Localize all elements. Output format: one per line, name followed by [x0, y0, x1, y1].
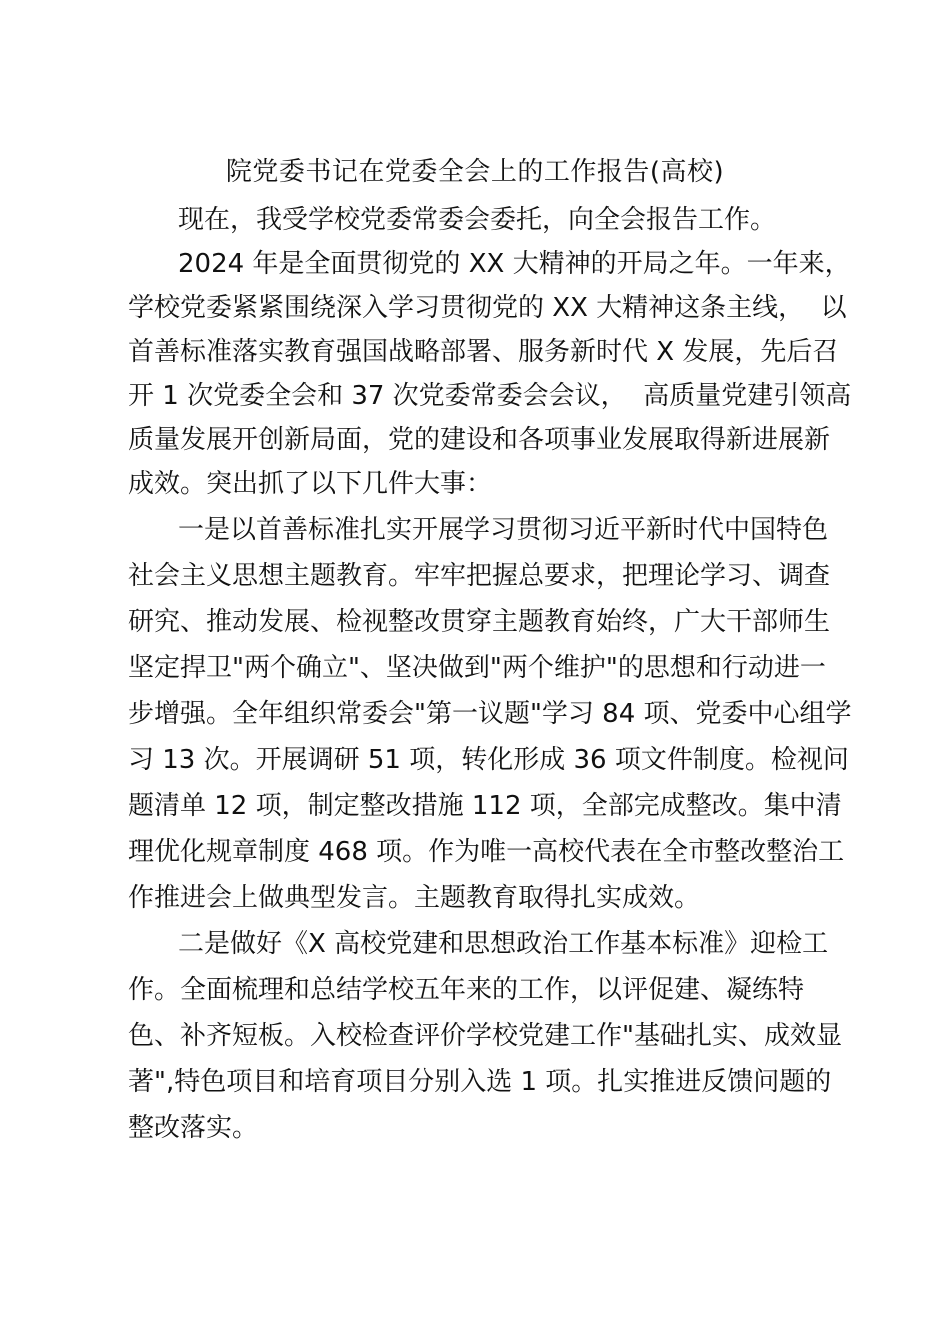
text-line-5: 开 1 次党委全会和 37 次党委常委会会议， 高质量党建引领高: [128, 381, 852, 411]
text-line-2: 2024 年是全面贯彻党的 XX 大精神的开局之年。一年来，: [178, 249, 851, 279]
text-line-9: 社会主义思想主题教育。牢牢把握总要求，把理论学习、调查: [128, 561, 831, 591]
text-line-13: 习 13 次。开展调研 51 项，转化形成 36 项文件制度。检视问: [128, 745, 849, 775]
text-line-8: 一是以首善标准扎实开展学习贯彻习近平新时代中国特色: [178, 515, 829, 545]
text-line-12: 步增强。全年组织常委会"第一议题"学习 84 项、党委中心组学: [128, 699, 852, 729]
text-line-11: 坚定捍卫"两个确立"、坚决做到"两个维护"的思想和行动进一: [128, 653, 826, 683]
text-line-3: 学校党委紧紧围绕深入学习贯彻党的 XX 大精神这条主线， 以: [128, 293, 847, 323]
text-line-1: 现在，我受学校党委常委会委托，向全会报告工作。: [178, 205, 777, 235]
text-line-10: 研究、推动发展、检视整改贯穿主题教育始终，广大干部师生: [128, 607, 831, 637]
text-line-18: 作。全面梳理和总结学校五年来的工作，以评促建、凝练特: [128, 975, 805, 1005]
text-line-14: 题清单 12 项，制定整改措施 112 项，全部完成整改。集中清: [128, 791, 842, 821]
text-line-7: 成效。突出抓了以下几件大事：: [128, 469, 493, 499]
text-line-19: 色、补齐短板。入校检查评价学校党建工作"基础扎实、成效显: [128, 1021, 842, 1051]
text-line-16: 作推进会上做典型发言。主题教育取得扎实成效。: [128, 883, 701, 913]
text-line-17: 二是做好《X 高校党建和思想政治工作基本标准》迎检工: [178, 929, 829, 959]
text-line-20: 著",特色项目和培育项目分别入选 1 项。扎实推进反馈问题的: [128, 1067, 832, 1097]
text-line-15: 理优化规章制度 468 项。作为唯一高校代表在全市整改整治工: [128, 837, 845, 867]
document-title: 院党委书记在党委全会上的工作报告(高校): [225, 157, 725, 187]
text-line-6: 质量发展开创新局面，党的建设和各项事业发展取得新进展新: [128, 425, 831, 455]
text-line-4: 首善标准落实教育强国战略部署、服务新时代 X 发展，先后召: [128, 337, 839, 367]
text-line-21: 整改落实。: [128, 1113, 259, 1143]
